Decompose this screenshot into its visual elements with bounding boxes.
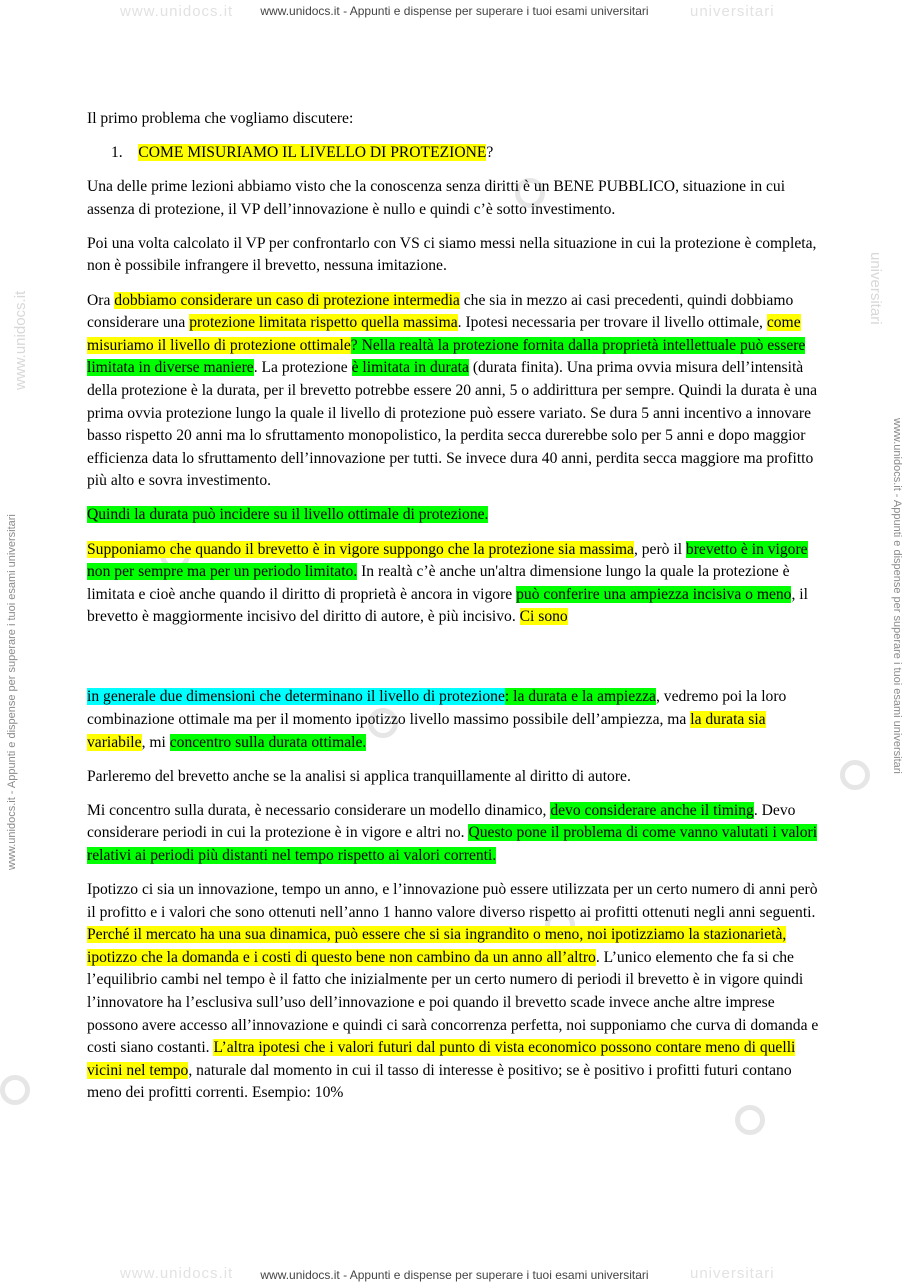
- paragraph-bene-pubblico: Una delle prime lezioni abbiamo visto che la conoscenza senza diritti è un BENE PUBBLICO, situazione in cui assenza di protezione, il VP dell’innovazione è nullo e quindi c’è sotto investimento.: [87, 178, 786, 218]
- paragraph-brevetto: Parleremo del brevetto anche se la analisi si applica tranquillamente al diritto di autore.: [87, 767, 631, 785]
- item-heading: COME MISURIAMO IL LIVELLO DI PROTEZIONE: [138, 144, 487, 162]
- paragraph-supponiamo: Supponiamo che quando il brevetto è in vigore suppongo che la protezione sia massima, però il brevetto è in vigore non per sempre ma per un periodo limitato. In realtà c’è anche un'altra dimensione lungo la quale la protezione è limitata e cioè anche quando il diritto di proprietà è ancora in vigore può conferire una ampiezza incisiva o meno, il brevetto è maggiormente incisivo del diritto di autore, è più incisivo. Ci sono: [87, 540, 808, 626]
- highlight: Supponiamo che quando il brevetto è in vigore suppongo che la protezione sia massima: [87, 540, 634, 558]
- watermark-ghost-side-right: universitari: [867, 252, 884, 325]
- watermark-ghost-left-bottom: www.unidocs.it: [120, 1265, 234, 1282]
- watermark-footer: www.unidocs.it - Appunti e dispense per superare i tuoi esami universitari: [260, 1268, 649, 1282]
- paragraph-due-dimensioni: in generale due dimensioni che determinano il livello di protezione: la durata e la ampiezza, vedremo poi la loro combinazione ottimale ma per il momento ipotizzo livello massimo possibile dell’ampiezza, ma la durata sia variabile, mi concentro sulla durata ottimale.: [87, 688, 787, 751]
- paragraph-innovazione: Ipotizzo ci sia un innovazione, tempo un anno, e l’innovazione può essere utilizzata per un certo numero di anni però il profitto e i valori che sono ottenuti nell’anno 1 hanno valore diverso rispetto ai profitti ottenuti negli anni seguenti. Perché il mercato ha una sua dinamica, può essere che si sia ingrandito o meno, noi ipotizziamo la stazionarietà, ipotizzo che la domanda e i costi di questo bene non cambino da un anno all’altro. L’unico elemento che fa si che l’equilibrio cambi nel tempo è il fatto che inizialmente per un certo numero di periodi il brevetto è in vigore quindi l’innovatore ha l’esclusiva sull’uso dell’innovazione e poi quando il brevetto scade invece anche altre imprese possono avere accesso all’innovazione e quindi ci sarà concorrenza perfetta, noi supponiamo che curva di domanda e costi siano costanti. L’altra ipotesi che i valori futuri dal punto di vista economico possono contare meno di quelli vicini nel tempo, naturale dal momento in cui il tasso di interesse è positivo; se è positivo i profitti futuri contano meno dei profitti correnti. Esempio: 10%: [87, 881, 819, 1102]
- paragraph-protezione-completa: Poi una volta calcolato il VP per confrontarlo con VS ci siamo messi nella situazione in cui la protezione è completa, non è possibile infrangere il brevetto, nessuna imitazione.: [87, 234, 817, 275]
- highlight-green: è limitata in durata: [351, 359, 469, 377]
- watermark-ghost-right-bottom: universitari: [690, 1265, 775, 1282]
- document-body: [87, 108, 822, 1116]
- item-number: 1.: [111, 144, 123, 162]
- item-question-mark: ?: [486, 144, 494, 162]
- watermark-ghost-side-left: www.unidocs.it: [12, 290, 29, 390]
- highlight-cyan: in generale due dimensioni che determinano il livello di protezione: [87, 688, 505, 706]
- watermark-ghost-left: www.unidocs.it: [120, 3, 234, 20]
- paragraph-protezione-intermedia: Ora dobbiamo considerare un caso di protezione intermedia che sia in mezzo ai casi precedenti, quindi dobbiamo considerare una protezione limitata rispetto quella massima. Ipotesi necessaria per trovare il livello ottimale, come misuriamo il livello di protezione ottimale? Nella realtà la protezione fornita dalla proprietà intellettuale può essere limitata in diverse maniere. La protezione è limitata in durata (durata finita). Una prima ovvia misura dell’intensità della protezione è la durata, per il brevetto potrebbe essere 20 anni, 5 o addirittura per sempre. Quindi la durata è una prima ovvia protezione lungo la quale il livello di protezione può essere variato. Se dura 5 anni incentivo a innovare basso rispetto 20 anni ma lo sfruttamento monopolistico, la perdita secca durerebbe solo per 5 anni e dopo maggior efficienza data lo sfruttamento dell’innovazione per tutti. Se invece dura 40 anni, perdita secca maggiore ma profitto più alto e sovra investimento.: [87, 291, 818, 490]
- highlight-green: concentro sulla durata ottimale.: [169, 733, 367, 751]
- paragraph-durata: [87, 504, 822, 527]
- watermark-side-left: www.unidocs.it - Appunti e dispense per superare i tuoi esami universitari: [6, 514, 18, 870]
- highlight: Perché il mercato ha una sua dinamica, può essere che si sia ingrandito o meno, noi ipotizziamo la stazionarietà, ipotizzo che la domanda e i costi di questo bene non cambino da un anno all’altro: [87, 926, 787, 966]
- paragraph-timing: Mi concentro sulla durata, è necessario considerare un modello dinamico, devo considerare anche il timing. Devo considerare periodi in cui la protezione è in vigore e altri no. Questo pone il problema di come vanno valutati i valori relativi ai periodi più distanti nel tempo rispetto ai valori correnti.: [87, 801, 818, 864]
- numbered-item: [111, 142, 822, 165]
- unidocs-logo-icon: [0, 1075, 30, 1105]
- highlight: protezione limitata rispetto quella massima: [189, 314, 458, 332]
- intro-paragraph: Il primo problema che vogliamo discutere:: [87, 110, 354, 127]
- watermark-ghost-right: universitari: [690, 3, 775, 20]
- highlight-green: : la durata e la ampiezza: [504, 688, 656, 706]
- watermark-side-right: www.unidocs.it - Appunti e dispense per superare i tuoi esami universitari: [891, 418, 903, 774]
- highlight-green: devo considerare anche il timing: [550, 801, 754, 819]
- watermark-header: www.unidocs.it - Appunti e dispense per superare i tuoi esami universitari: [260, 4, 649, 18]
- highlight-green: Quindi la durata può incidere su il livello ottimale di protezione.: [87, 506, 489, 524]
- highlight-green: può conferire una ampiezza incisiva o meno: [516, 585, 792, 603]
- highlight-green: Questo pone il problema di come vanno valutati i valori relativi ai periodi più distanti nel tempo rispetto ai valori correnti.: [87, 824, 818, 864]
- highlight: la durata sia variabile: [87, 710, 766, 751]
- unidocs-logo-icon: [840, 760, 870, 790]
- highlight-green: ? Nella realtà la protezione fornita dalla proprietà intellettuale può essere limitata in diverse maniere: [87, 336, 806, 377]
- highlight: come misuriamo il livello di protezione ottimale: [87, 314, 801, 354]
- blank-gap: [87, 640, 822, 686]
- highlight-green: brevetto è in vigore non per sempre ma per un periodo limitato.: [87, 540, 808, 581]
- highlight: L’altra ipotesi che i valori futuri dal punto di vista economico possono contare meno di quelli vicini nel tempo: [87, 1039, 796, 1079]
- highlight: Ci sono: [519, 608, 568, 626]
- highlight: dobbiamo considerare un caso di protezione intermedia: [114, 291, 460, 309]
